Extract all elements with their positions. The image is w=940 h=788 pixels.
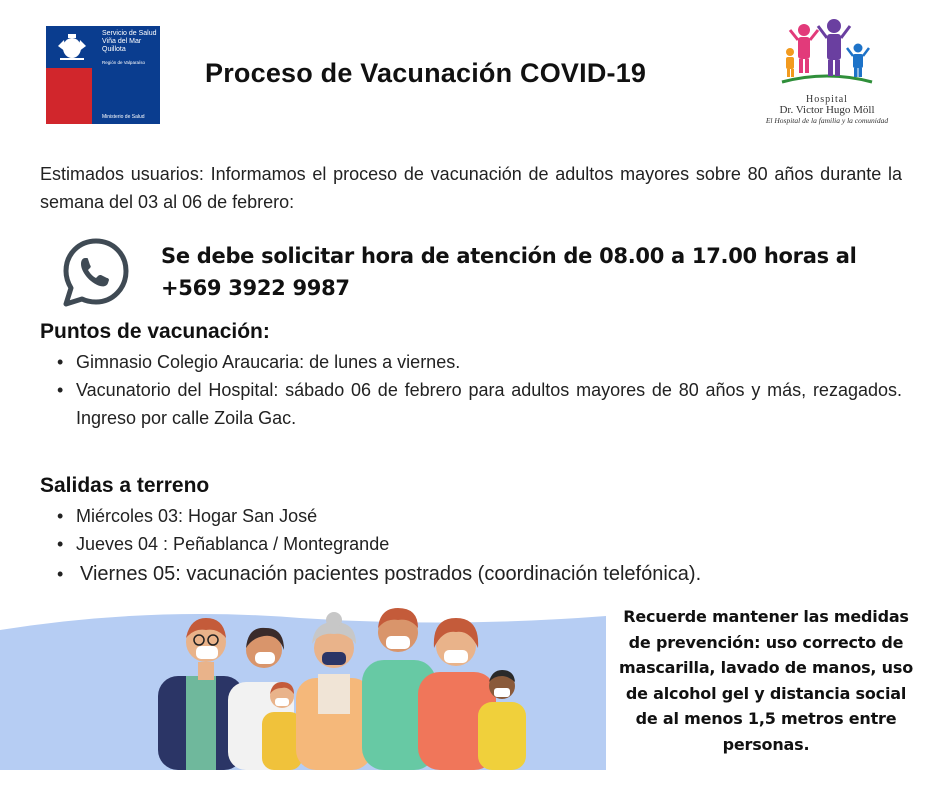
points-list bbox=[40, 348, 902, 432]
contact-info bbox=[161, 240, 901, 304]
list-item: • Jueves 04 : Peñablanca / Montegrande bbox=[40, 530, 902, 558]
hospital-logo bbox=[752, 16, 902, 126]
outings-heading: Salidas a terreno bbox=[40, 474, 210, 497]
page-title: Proceso de Vacunación COVID-19 bbox=[205, 58, 647, 88]
hospital-logo-tagline: El Hospital de la familia y la comunidad bbox=[765, 116, 889, 125]
hospital-logo-line1: Hospital bbox=[806, 94, 848, 105]
hospital-logo-line2: Dr. Victor Hugo Möll bbox=[779, 104, 875, 116]
whatsapp-icon bbox=[60, 236, 132, 308]
logo-left-line1: Servicio de Salud bbox=[102, 30, 157, 37]
logo-left-bottom: Ministerio de Salud bbox=[102, 114, 145, 120]
people-with-masks-illustration bbox=[0, 598, 606, 770]
points-heading: Puntos de vacunación: bbox=[40, 320, 270, 343]
logo-left-line3: Quillota bbox=[102, 46, 126, 53]
contact-phone: +569 3922 9987 bbox=[161, 276, 350, 300]
list-item: • Miércoles 03: Hogar San José bbox=[40, 502, 902, 530]
outings-list bbox=[40, 502, 902, 590]
gobierno-logo bbox=[46, 26, 160, 124]
list-item: • Gimnasio Colegio Araucaria: de lunes a viernes. bbox=[40, 348, 902, 376]
list-item: • Vacunatorio del Hospital: sábado 06 de febrero para adultos mayores de 80 años y más, rezagados. Ingreso por calle Zoila Gac. bbox=[40, 376, 902, 432]
list-item: • Viernes 05: vacunación pacientes postrados (coordinación telefónica). bbox=[40, 558, 902, 590]
logo-left-sub: Región de Valparaíso bbox=[102, 60, 145, 65]
family-figures-icon bbox=[752, 16, 902, 94]
coat-of-arms-icon bbox=[54, 32, 90, 62]
intro-text: Estimados usuarios: Informamos el proceso de vacunación de adultos mayores sobre 80 años durante la semana del 03 al 06 de febrero: bbox=[40, 164, 902, 212]
contact-line1: Se debe solicitar hora de atención de 08.00 a 17.00 horas al bbox=[161, 244, 857, 268]
prevention-reminder: Recuerde mantener las medidas de prevención: uso correcto de mascarilla, lavado de manos, uso de alcohol gel y distancia social de al menos 1,5 metros entre personas. bbox=[619, 607, 913, 754]
logo-left-line2: Viña del Mar bbox=[102, 38, 142, 45]
